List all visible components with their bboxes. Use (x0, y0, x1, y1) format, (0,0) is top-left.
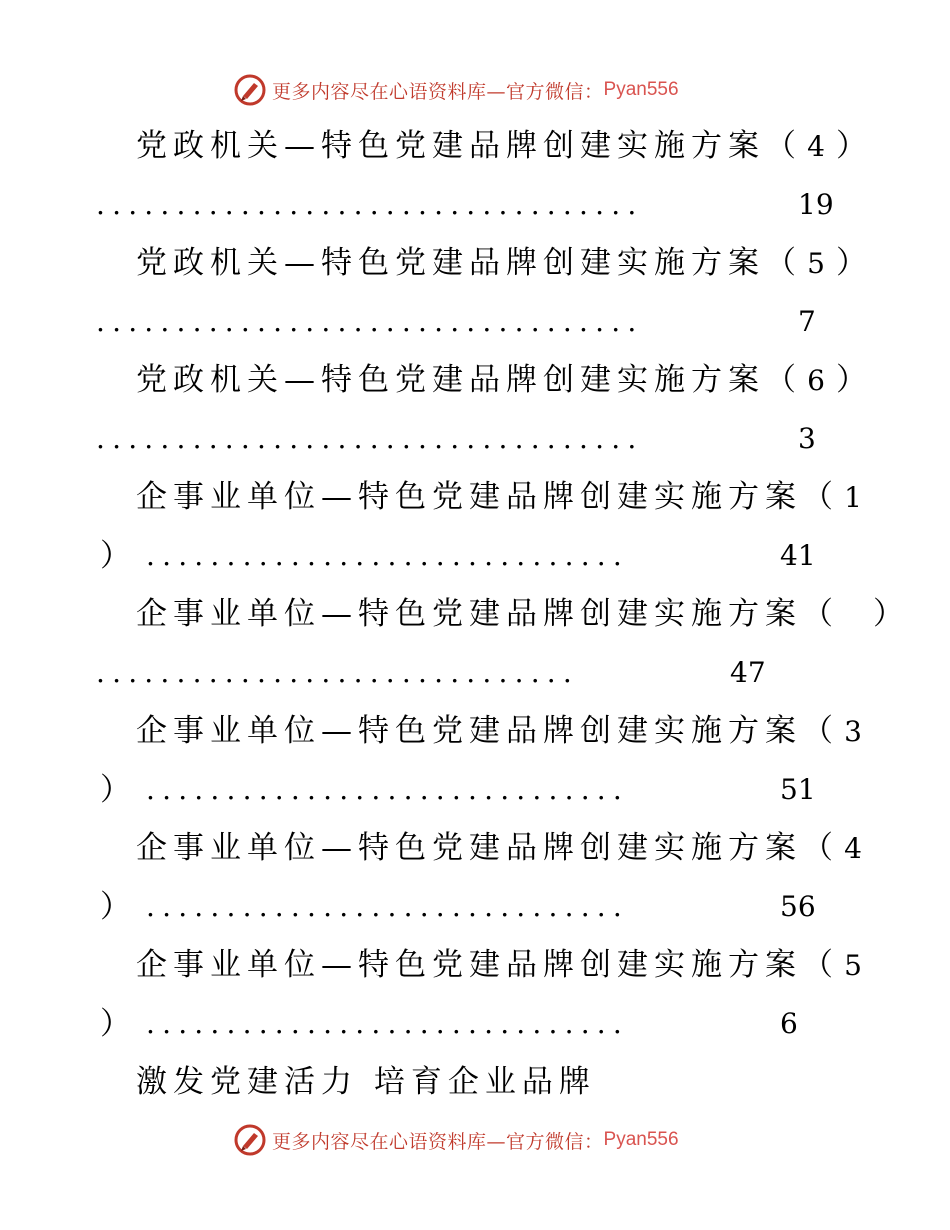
toc-entry-close-paren: ） (836, 128, 873, 164)
toc-entry-leader-dots: .................................. (96, 422, 644, 455)
watermark-wechat-id: Pyan556 (603, 1129, 679, 1150)
toc-entry-page-number[interactable]: 51 (780, 773, 816, 806)
toc-entry-title[interactable] (136, 360, 873, 401)
pen-logo-icon (234, 1124, 266, 1156)
section-heading: 激发党建活力 培育企业品牌 (136, 1064, 596, 1100)
toc-entry-leader-dots: .............................. (146, 1007, 630, 1040)
toc-entry-title-text: 企事业单位—特色党建品牌创建实施方案（ (136, 596, 839, 632)
toc-entry-title[interactable] (136, 243, 873, 284)
watermark-header (234, 72, 679, 108)
toc-entry-title-text: 企事业单位—特色党建品牌创建实施方案（ (136, 830, 839, 866)
toc-entry-page-number[interactable]: 7 (798, 305, 816, 338)
toc-entry-title[interactable] (136, 126, 873, 167)
watermark-text: 更多内容尽在心语资料库—官方微信： (272, 1130, 604, 1153)
toc-entry-title-text: 党政机关—特色党建品牌创建实施方案（ (136, 245, 802, 281)
toc-entry-title[interactable] (136, 594, 910, 634)
toc-entry-leader-dots: .................................. (96, 188, 644, 221)
toc-entry-leader-dots: .............................. (96, 656, 580, 689)
toc-entry-close-paren: ） (100, 889, 131, 925)
toc-entry-close-paren: ） (873, 596, 910, 632)
toc-entry-title[interactable] (136, 477, 873, 518)
toc-entry-page-number[interactable]: 3 (798, 422, 816, 455)
toc-entry-number: 5 (844, 949, 868, 982)
toc-entry-close-paren: ） (100, 538, 131, 574)
toc-entry-leader-dots: .............................. (146, 773, 630, 806)
toc-entry-page-number[interactable]: 47 (730, 656, 766, 689)
toc-entry-leader-dots: .............................. (146, 890, 630, 923)
toc-entry-page-number[interactable]: 6 (780, 1007, 798, 1040)
toc-entry-leader-dots: .............................. (146, 539, 630, 572)
toc-entry-title-text: 企事业单位—特色党建品牌创建实施方案（ (136, 947, 839, 983)
toc-entry-title[interactable] (136, 711, 873, 752)
toc-entry-title-text: 企事业单位—特色党建品牌创建实施方案（ (136, 479, 839, 515)
toc-entry-number: 3 (844, 715, 868, 748)
toc-entry-close-paren: ） (836, 245, 873, 281)
toc-entry-title-text: 党政机关—特色党建品牌创建实施方案（ (136, 362, 802, 398)
toc-entry-page-number[interactable]: 41 (780, 539, 816, 572)
pen-logo-icon (234, 74, 266, 106)
toc-entry-number: 5 (807, 247, 831, 280)
toc-entry-close-paren: ） (100, 772, 131, 808)
toc-entry-number: 4 (807, 130, 831, 163)
toc-entry-page-number[interactable]: 19 (798, 188, 834, 221)
toc-entry-leader-dots: .................................. (96, 305, 644, 338)
watermark-footer (234, 1122, 679, 1158)
toc-entry-number: 6 (807, 364, 831, 397)
toc-entry-title[interactable] (136, 828, 873, 869)
toc-entry-number: 1 (844, 481, 868, 514)
toc-entry-title[interactable] (136, 945, 873, 986)
toc-entry-title-text: 党政机关—特色党建品牌创建实施方案（ (136, 128, 802, 164)
watermark-text: 更多内容尽在心语资料库—官方微信： (272, 80, 604, 103)
watermark-wechat-id: Pyan556 (603, 79, 679, 100)
toc-entry-title-text: 企事业单位—特色党建品牌创建实施方案（ (136, 713, 839, 749)
toc-entry-number: 4 (844, 832, 868, 865)
toc-entry-close-paren: ） (836, 362, 873, 398)
toc-entry-close-paren: ） (100, 1006, 131, 1042)
toc-entry-page-number[interactable]: 56 (780, 890, 816, 923)
